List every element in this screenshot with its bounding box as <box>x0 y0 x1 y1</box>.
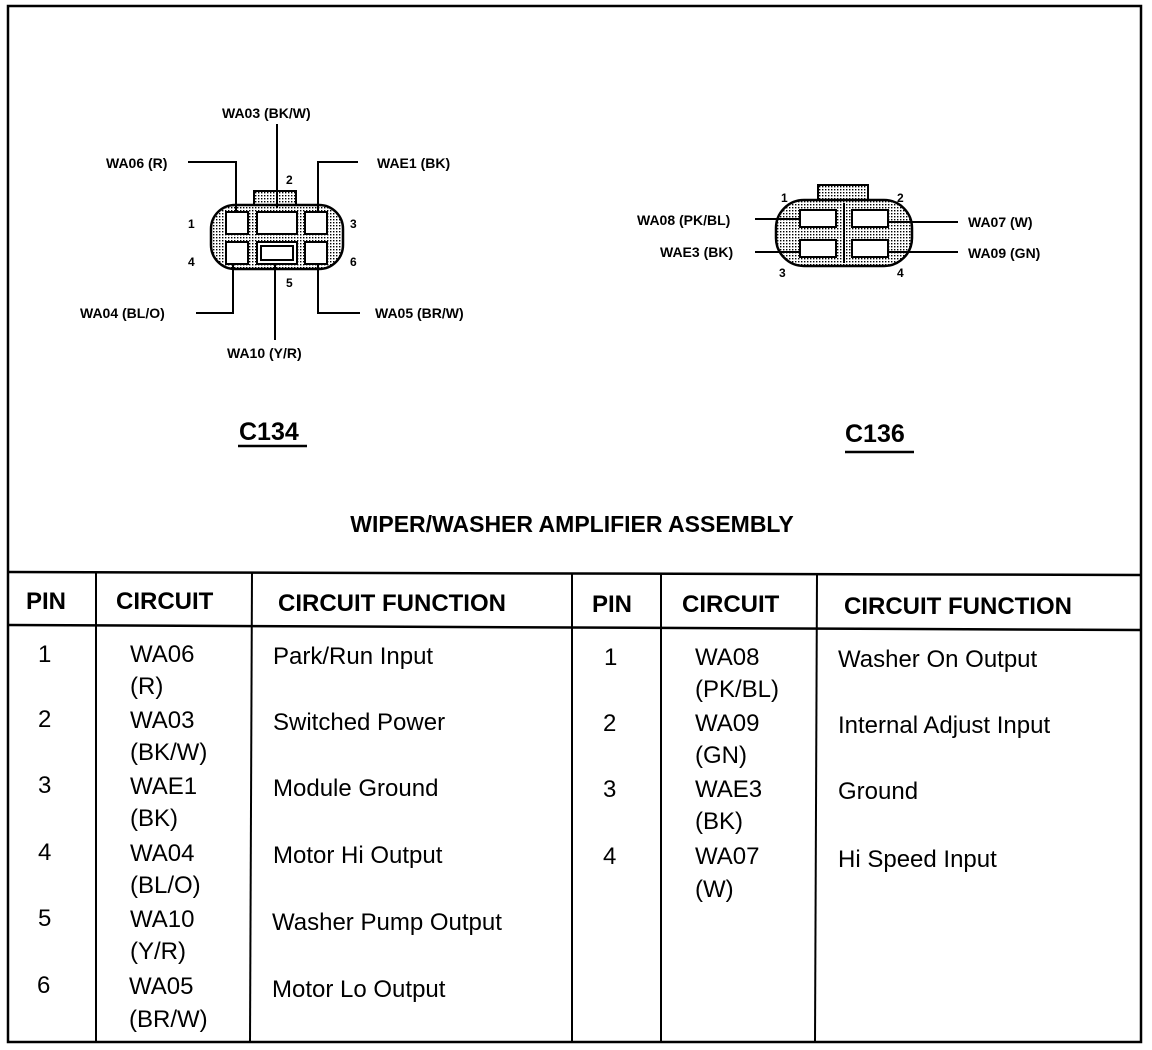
circuit-cell: WA06 <box>130 641 195 668</box>
c134-pin-number: 3 <box>350 217 357 231</box>
table-row <box>38 772 438 832</box>
circuit-color-cell: (W) <box>695 876 734 903</box>
c134-label-bottom-right: WA05 (BR/W) <box>375 305 464 321</box>
circuit-color-cell: (R) <box>130 673 164 700</box>
pin-cell: 1 <box>38 641 52 668</box>
table-row <box>37 972 446 1033</box>
header-circuit: CIRCUIT <box>116 588 214 615</box>
circuit-cell: WAE1 <box>130 773 198 800</box>
function-cell: Motor Lo Output <box>272 976 446 1003</box>
function-cell: Park/Run Input <box>273 643 434 670</box>
c136-pin-number: 3 <box>779 266 786 280</box>
c134-label-bottom-left: WA04 (BL/O) <box>80 305 165 321</box>
header-pin: PIN <box>592 591 633 618</box>
connector-c134 <box>80 105 464 446</box>
function-cell: Motor Hi Output <box>273 842 443 869</box>
table-header-row <box>26 588 1072 620</box>
header-circuit-function: CIRCUIT FUNCTION <box>278 590 506 617</box>
function-cell: Switched Power <box>273 709 446 736</box>
pin-cell: 3 <box>603 776 617 803</box>
pin-cell: 2 <box>38 706 52 733</box>
circuit-cell: WA07 <box>695 843 760 870</box>
right-table-rows <box>603 644 1050 903</box>
circuit-color-cell: (PK/BL) <box>695 676 780 703</box>
pin-cell: 3 <box>38 772 52 799</box>
table-row <box>38 641 433 700</box>
circuit-color-cell: (BK/W) <box>130 739 208 766</box>
table-row <box>38 905 502 965</box>
left-table-rows <box>37 641 502 1033</box>
table-row <box>38 839 443 899</box>
c134-label-top-left: WA06 (R) <box>106 155 168 171</box>
pin-cell: 4 <box>603 843 617 870</box>
c134-name: C134 <box>239 418 299 446</box>
pin-cell: 4 <box>38 839 52 866</box>
c136-pin-number: 2 <box>897 191 904 205</box>
c136-name: C136 <box>845 420 905 448</box>
function-cell: Module Ground <box>273 775 439 802</box>
c136-label-top-left: WA08 (PK/BL) <box>637 212 731 228</box>
c136-label-bottom-right: WA09 (GN) <box>968 245 1041 261</box>
circuit-color-cell: (BK) <box>130 805 178 832</box>
header-pin: PIN <box>26 588 67 615</box>
c134-label-bottom: WA10 (Y/R) <box>227 345 302 361</box>
pin-cell: 6 <box>37 972 51 999</box>
circuit-color-cell: (GN) <box>695 742 747 769</box>
table-row <box>603 843 997 903</box>
pin-cell: 2 <box>603 710 617 737</box>
pin-cell: 5 <box>38 905 52 932</box>
circuit-cell: WA10 <box>130 906 195 933</box>
connector-c136 <box>637 185 1040 452</box>
function-cell: Internal Adjust Input <box>838 712 1051 739</box>
circuit-color-cell: (BL/O) <box>130 872 201 899</box>
circuit-color-cell: (BK) <box>695 808 743 835</box>
table-row <box>38 706 445 766</box>
c136-pin-number: 1 <box>781 191 788 205</box>
table-row <box>603 710 1050 769</box>
c136-pin-number: 4 <box>897 266 904 280</box>
circuit-color-cell: (BR/W) <box>129 1006 208 1033</box>
circuit-cell: WA04 <box>130 840 195 867</box>
circuit-color-cell: (Y/R) <box>130 938 186 965</box>
c134-label-top-right: WAE1 (BK) <box>377 155 451 171</box>
header-circuit-function: CIRCUIT FUNCTION <box>844 593 1072 620</box>
function-cell: Washer On Output <box>838 646 1038 673</box>
circuit-cell: WA09 <box>695 710 760 737</box>
c134-pin-number: 4 <box>188 255 195 269</box>
diagram-title: WIPER/WASHER AMPLIFIER ASSEMBLY <box>350 511 794 537</box>
table-row <box>604 644 1038 703</box>
circuit-cell: WA03 <box>130 707 195 734</box>
circuit-cell: WA05 <box>129 973 194 1000</box>
table-row <box>603 776 918 835</box>
c134-pin-number: 1 <box>188 217 195 231</box>
function-cell: Washer Pump Output <box>272 909 502 936</box>
c134-pin-number: 2 <box>286 173 293 187</box>
c136-label-bottom-left: WAE3 (BK) <box>660 244 734 260</box>
c136-label-top-right: WA07 (W) <box>968 214 1033 230</box>
circuit-cell: WA08 <box>695 644 760 671</box>
function-cell: Hi Speed Input <box>838 846 997 873</box>
pin-cell: 1 <box>604 644 618 671</box>
c134-pin-number: 5 <box>286 276 293 290</box>
function-cell: Ground <box>838 778 919 805</box>
c134-label-top: WA03 (BK/W) <box>222 105 311 121</box>
c134-pin-number: 6 <box>350 255 357 269</box>
circuit-cell: WAE3 <box>695 776 763 803</box>
header-circuit: CIRCUIT <box>682 591 780 618</box>
